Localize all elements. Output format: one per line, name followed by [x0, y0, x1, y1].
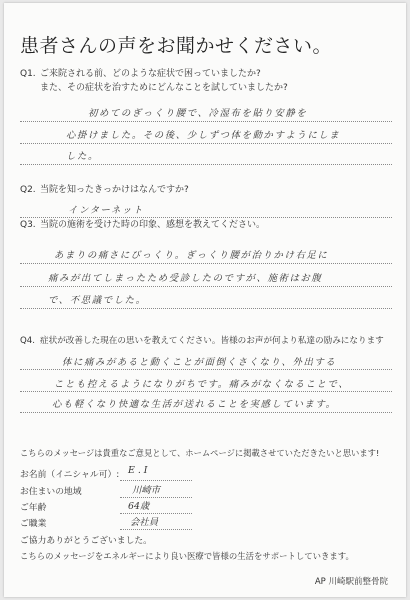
answer-4-line1: 体に痛みがあると動くことが面倒くさくなり、外出する	[62, 357, 337, 368]
publication-note: こちらのメッセージは貴重なご意見として、ホームページに掲載させていただきたいと思います!	[20, 448, 380, 458]
question-4-text: 症状が改善した現在の思いを教えてください。皆様のお声が何より私達の励みになります	[40, 336, 384, 346]
answer-2: インターネット	[68, 205, 144, 216]
answer-rule	[20, 369, 392, 370]
question-4	[20, 334, 384, 348]
question-2-number: Q2.	[20, 185, 36, 195]
question-3-number: Q3.	[20, 220, 36, 230]
question-3	[20, 218, 265, 232]
answer-rule	[20, 286, 392, 287]
answer-rule	[20, 412, 392, 413]
name-label: お名前（イニシャル可）:	[20, 470, 120, 480]
question-4-number: Q4.	[20, 336, 35, 346]
answer-3-line1: あまりの痛さにびっくり。ぎっくり腰が治りかけ右足に	[54, 250, 329, 261]
answer-1-line1: 初めてのぎっくり腰で、冷湿布を貼り安静を	[88, 108, 308, 119]
answer-1-line3: した。	[66, 151, 99, 162]
answer-4-line2: ことも控えるようになりがちです。痛みがなくなることで、	[54, 379, 350, 390]
question-1-text-line1: ご来院される前、どのような症状で困っていましたか?	[40, 69, 261, 79]
answer-rule	[20, 164, 392, 165]
job-value: 会社員	[130, 517, 159, 528]
answer-rule	[20, 391, 392, 392]
question-1	[20, 67, 288, 95]
closing-text: こちらのメッセージをエネルギーにより良い医療で皆様の生活をサポートしていきます。	[20, 551, 354, 561]
question-2-text: 当院を知ったきっかけはなんですか?	[40, 185, 189, 195]
question-1-text-line2: また、その症状を治すためにどんなことを試していましたか?	[40, 83, 288, 93]
answer-rule	[20, 263, 392, 264]
answer-3-line2: 痛みが出てしまったため受診したのですが、施術はお腹	[48, 273, 323, 284]
question-1-number: Q1.	[20, 69, 36, 79]
age-value: 64歳	[128, 501, 150, 512]
answer-rule	[20, 217, 392, 218]
job-label: ご職業	[20, 519, 47, 529]
age-label: ご年齢	[20, 503, 47, 513]
survey-sheet	[4, 3, 406, 597]
answer-rule	[20, 143, 392, 144]
job-underline	[120, 529, 192, 530]
answer-4-line3: 心も軽くなり快適な生活が送れることを実感しています。	[52, 399, 337, 410]
answer-rule	[20, 308, 392, 309]
answer-1-line2: 心掛けました。その後、少しずつ体を動かすようにしま	[66, 130, 341, 141]
name-underline	[120, 480, 192, 481]
question-3-text: 当院の施術を受けた時の印象、感想を教えてください。	[40, 220, 266, 230]
clinic-name	[315, 575, 388, 587]
answer-rule	[20, 121, 392, 122]
name-value: E . I	[128, 465, 148, 476]
question-2	[20, 183, 189, 197]
answer-3-line3: で、不思議でした。	[48, 295, 147, 306]
area-value: 川崎市	[132, 485, 161, 496]
clinic-name-text: AP 川崎駅前整骨院	[314, 577, 388, 587]
page-title: 患者さんの声をお聞かせください。	[20, 35, 333, 57]
area-label: お住まいの地域	[20, 487, 82, 497]
thanks-text: ご協力ありがとうございました。	[20, 536, 152, 546]
